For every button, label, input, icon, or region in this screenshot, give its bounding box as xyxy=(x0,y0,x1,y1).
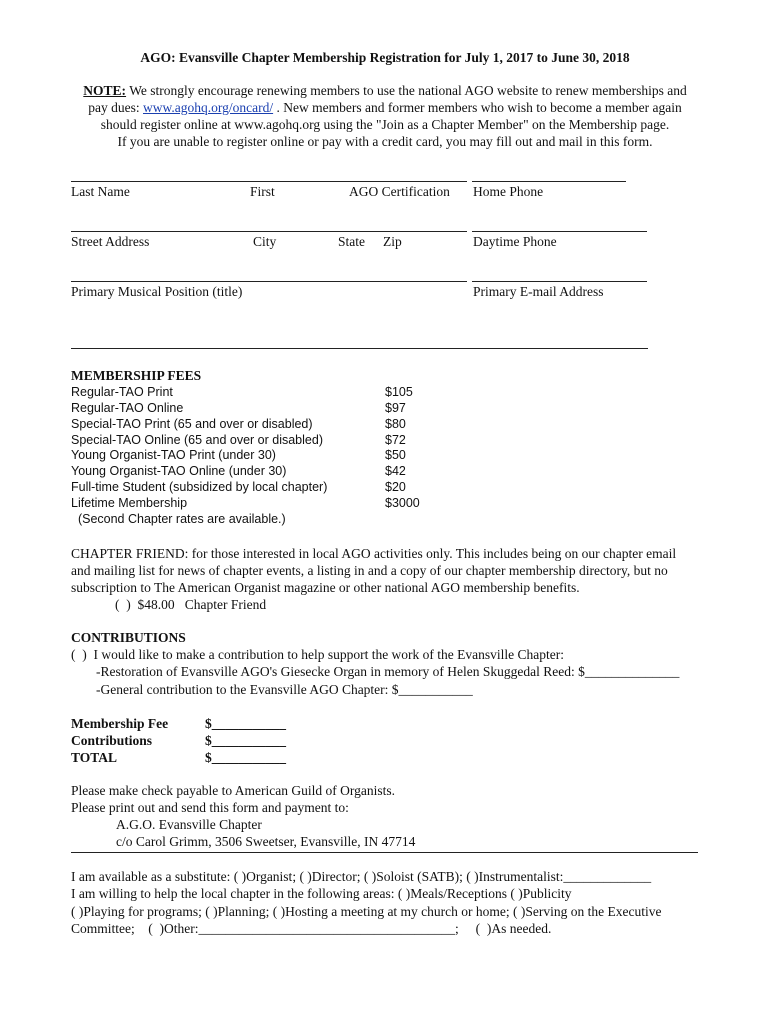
email-label: Primary E-mail Address xyxy=(473,284,604,299)
friend-line-2: and mailing list for news of chapter events, a listing in and a copy of our chapter membership directory, but no xyxy=(71,563,668,578)
fee-row xyxy=(71,496,471,512)
state-label: State xyxy=(338,234,365,249)
street-address-label: Street Address xyxy=(71,234,150,249)
contributions-total-field[interactable]: $___________ xyxy=(205,733,286,748)
contributions-heading: CONTRIBUTIONS xyxy=(71,630,186,645)
send-instruction: Please print out and send this form and payment to: xyxy=(71,800,349,815)
note-text-1: We strongly encourage renewing members to use the national AGO website to renew memberships and xyxy=(126,83,687,98)
fee-row xyxy=(71,480,471,496)
fee-row xyxy=(71,448,471,464)
daytime-phone-label: Daytime Phone xyxy=(473,234,557,249)
total-label: Membership Fee xyxy=(71,716,169,731)
home-phone-label: Home Phone xyxy=(473,184,544,199)
address-fill-line[interactable] xyxy=(71,231,467,232)
help-areas-line-2[interactable]: ( )Playing for programs; ( )Planning; ( )Hosting a meeting at my church or home; ( )Serving on the Executive xyxy=(71,904,662,919)
fee-name: Regular-TAO Online xyxy=(71,401,184,415)
note-label: NOTE: xyxy=(83,83,127,98)
musical-position-label: Primary Musical Position (title) xyxy=(71,284,243,299)
zip-label: Zip xyxy=(383,234,402,249)
fee-row xyxy=(71,417,471,433)
position-fill-line[interactable] xyxy=(71,281,467,282)
fees-heading: MEMBERSHIP FEES xyxy=(71,368,202,383)
fee-row xyxy=(71,385,471,401)
fee-price: $97 xyxy=(385,401,406,415)
fee-price: $42 xyxy=(385,464,406,478)
city-label: City xyxy=(253,234,277,249)
note-text-2-prefix: pay dues: xyxy=(88,100,143,115)
fee-name: Special-TAO Print (65 and over or disabled) xyxy=(71,417,313,431)
first-name-label: First xyxy=(250,184,275,199)
fee-price: $80 xyxy=(385,417,406,431)
fee-name: Regular-TAO Print xyxy=(71,385,173,399)
membership-fee-total-field[interactable]: $___________ xyxy=(205,716,286,731)
total-label: Contributions xyxy=(71,733,153,748)
general-contribution-field[interactable]: -General contribution to the Evansville AGO Chapter: $___________ xyxy=(96,682,473,697)
friend-line-1: CHAPTER FRIEND: for those interested in local AGO activities only. This includes being on our chapter email xyxy=(71,546,677,561)
last-name-label: Last Name xyxy=(71,184,130,199)
fee-price: $20 xyxy=(385,480,406,494)
fee-price: $72 xyxy=(385,433,406,447)
fee-price: $105 xyxy=(385,385,413,399)
fee-name: Lifetime Membership xyxy=(71,496,188,510)
page-title: AGO: Evansville Chapter Membership Registration for July 1, 2017 to June 30, 2018 xyxy=(140,50,630,65)
fee-name: Young Organist-TAO Online (under 30) xyxy=(71,464,287,478)
certification-label: AGO Certification xyxy=(349,184,450,199)
fee-row xyxy=(71,433,471,449)
mailing-address-line-1: A.G.O. Evansville Chapter xyxy=(116,817,262,832)
payable-instruction: Please make check payable to American Guild of Organists. xyxy=(71,783,396,798)
fee-name: Full-time Student (subsidized by local chapter) xyxy=(71,480,328,494)
note-line-4: If you are unable to register online or pay with a credit card, you may fill out and mail in this form. xyxy=(117,134,653,149)
restoration-contribution-field[interactable]: -Restoration of Evansville AGO's Giesecke Organ in memory of Helen Skuggedal Reed: $______________ xyxy=(96,664,680,679)
second-chapter-note: (Second Chapter rates are available.) xyxy=(71,512,286,526)
fee-price: $50 xyxy=(385,448,406,462)
fee-price: $3000 xyxy=(385,496,420,510)
fee-row xyxy=(71,401,471,417)
extra-fill-line[interactable] xyxy=(71,348,648,349)
friend-line-3: subscription to The American Organist magazine or other national AGO membership benefits. xyxy=(71,580,580,595)
agohq-oncard-link[interactable]: www.agohq.org/oncard/ xyxy=(143,100,274,115)
help-areas-line-3[interactable]: Committee; ( )Other:______________________________________; ( )As needed. xyxy=(71,921,552,936)
note-line-3: should register online at www.agohq.org using the "Join as a Chapter Member" on the Membership page. xyxy=(100,117,670,132)
total-label: TOTAL xyxy=(71,750,118,765)
name-fill-line[interactable] xyxy=(71,181,467,182)
fee-row xyxy=(71,464,471,480)
substitute-options[interactable]: I am available as a substitute: ( )Organist; ( )Director; ( )Soloist (SATB); ( )Instrumentalist:_____________ xyxy=(71,869,652,884)
contribution-checkbox[interactable]: ( ) I would like to make a contribution to help support the work of the Evansville Chapter: xyxy=(71,647,565,662)
note-line-2 xyxy=(0,100,770,116)
daytime-phone-fill-line[interactable] xyxy=(472,231,647,232)
help-areas-line-1[interactable]: I am willing to help the local chapter in the following areas: ( )Meals/Receptions ( )Publicity xyxy=(71,886,572,901)
home-phone-fill-line[interactable] xyxy=(472,181,626,182)
email-fill-line[interactable] xyxy=(472,281,647,282)
note-line-1 xyxy=(0,83,770,99)
fee-name: Special-TAO Online (65 and over or disabled) xyxy=(71,433,323,447)
chapter-friend-checkbox[interactable]: ( ) $48.00 Chapter Friend xyxy=(115,597,267,612)
fee-name: Young Organist-TAO Print (under 30) xyxy=(71,448,276,462)
note-text-2-suffix: . New members and former members who wish to become a member again xyxy=(273,100,682,115)
mailing-address-line-2: c/o Carol Grimm, 3506 Sweetser, Evansville, IN 47714 xyxy=(116,834,416,849)
grand-total-field[interactable]: $___________ xyxy=(205,750,286,765)
section-divider xyxy=(71,852,698,853)
